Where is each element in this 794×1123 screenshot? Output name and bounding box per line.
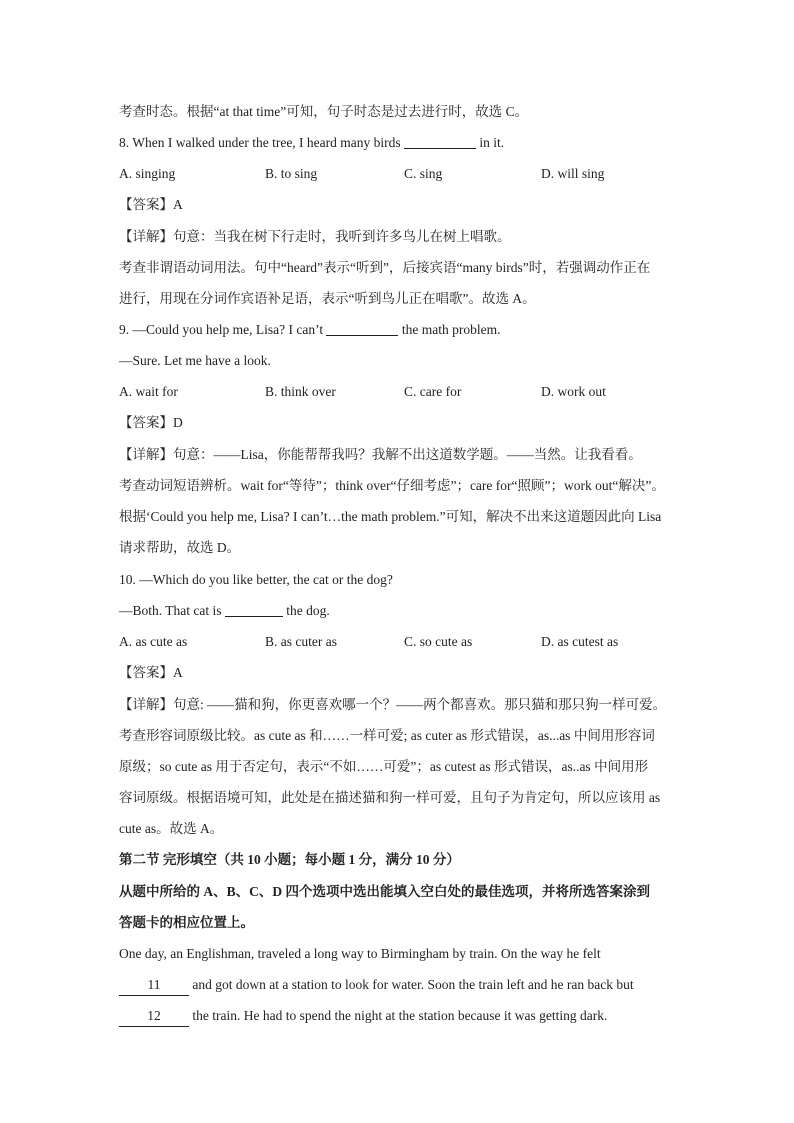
option-b: B. as cuter as [265,634,337,649]
question-text: —Both. That cat is [119,603,225,618]
question-9 [119,320,675,340]
question-text: 9. —Could you help me, Lisa? I can’t [119,322,327,337]
blank-number: 11 [119,975,189,996]
question-text: in it. [476,135,505,150]
section-instruction: 从题中所给的 A、B、C、D 四个选项中选出能填入空白处的最佳选项，并将所选答案涂到 [119,884,651,899]
option-d: D. work out [541,384,606,399]
explanation-line: 原级；so cute as 用于否定句，表示“不如……可爱”；as cutest as 形式错误，as..as 中间用形 [119,759,649,774]
question-text: 8. When I walked under the tree, I heard many birds [119,135,405,150]
question-text: the dog. [282,603,330,618]
explanation-line: 根据‘Could you help me, Lisa? I can’t…the math problem.”可知，解决不出来这道题因此向 Lisa [119,509,662,524]
explanation-line: 考查形容词原级比较。as cute as 和……一样可爱; as cuter as 形式错误，as...as 中间用形容词 [119,728,655,743]
answer-blank [225,602,283,617]
explanation-line: 进行，用现在分词作宾语补足语，表示“听到鸟儿正在唱歌”。故选 A。 [119,291,536,306]
option-a: A. singing [119,166,176,181]
passage-line: One day, an Englishman, traveled a long way to Birmingham by train. On the way he felt [119,946,601,961]
question-8 [119,133,675,153]
passage-line [119,975,675,996]
explanation-line: 考查非谓语动词用法。句中“heard”表示“听到”，后接宾语“many birds”时，若强调动作正在 [119,260,651,275]
answer-line: 【答案】D [119,415,183,430]
answer-blank [326,321,398,336]
explanation-line: 容词原级。根据语境可知，此处是在描述猫和狗一样可爱，且句子为肯定句，所以应该用 as [119,790,661,805]
question-text: the math problem. [398,322,501,337]
blank-number: 12 [119,1006,189,1027]
option-c: C. so cute as [404,634,473,649]
question-10: 10. —Which do you like better, the cat or the dog? [119,572,393,587]
option-b: B. to sing [265,166,318,181]
explanation-line: 【详解】句意: ——猫和狗，你更喜欢哪一个？——两个都喜欢。那只猫和那只狗一样可爱。 [119,697,667,712]
explanation-line: 考查动词短语辨析。wait for“等待”；think over“仔细考虑”；care for“照顾”；work out“解决”。 [119,478,665,493]
option-d: D. will sing [541,166,605,181]
option-d: D. as cutest as [541,634,619,649]
passage-text: the train. He had to spend the night at the station because it was getting dark. [189,1008,608,1023]
answer-line: 【答案】A [119,197,183,212]
section-instruction: 答题卡的相应位置上。 [119,915,254,930]
option-a: A. as cute as [119,634,188,649]
explanation-line: 请求帮助，故选 D。 [119,540,241,555]
explanation-line: 【详解】句意：——Lisa，你能帮帮我吗？我解不出这道数学题。——当然。让我看看。 [119,447,642,462]
option-a: A. wait for [119,384,178,399]
option-c: C. sing [404,166,443,181]
passage-text: and got down at a station to look for water. Soon the train left and he ran back but [189,977,634,992]
dialogue-line: —Sure. Let me have a look. [119,353,271,368]
answer-blank [404,134,476,149]
dialogue-line [119,601,675,621]
option-c: C. care for [404,384,462,399]
explanation-line: 【详解】句意：当我在树下行走时，我听到许多鸟儿在树上唱歌。 [119,229,511,244]
section-title: 第二节 完形填空（共 10 小题；每小题 1 分，满分 10 分） [119,852,460,867]
explanation-line: 考查时态。根据“at that time”可知，句子时态是过去进行时，故选 C。 [119,104,529,119]
option-b: B. think over [265,384,336,399]
answer-line: 【答案】A [119,665,183,680]
explanation-line: cute as。故选 A。 [119,821,224,836]
passage-line [119,1006,675,1027]
